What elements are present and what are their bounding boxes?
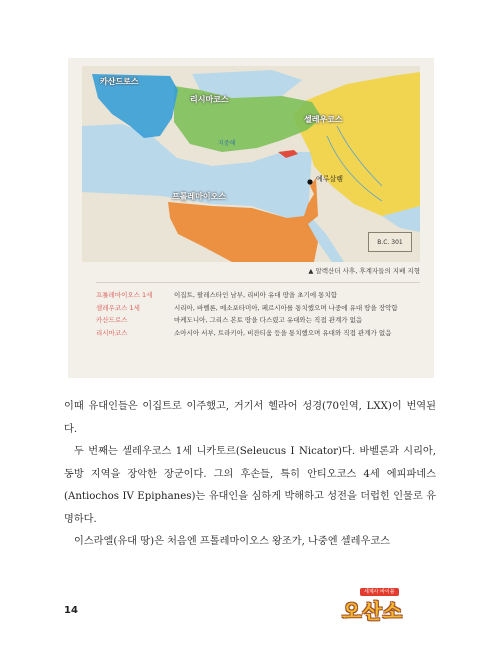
legend-desc: 시리아, 바벨론, 메소포타미아, 페르시아를 통치했으며 나중에 유대 땅을 장악함 (174, 303, 398, 312)
legend-name: 카산드로스 (96, 316, 128, 324)
logo-tagline: 세계사 바이블 (360, 588, 399, 596)
ruler-legend (96, 290, 416, 340)
label-seleucus: 셀레우코스 (304, 115, 343, 124)
label-jerusalem: 예루살렘 (316, 175, 344, 183)
body-text (64, 396, 436, 554)
legend-desc: 이집트, 팔레스타인 남부, 리비아 유대 땅을 초기에 통치함 (174, 291, 338, 299)
legend-name: 프톨레마이오스 1세 (96, 291, 153, 299)
legend-desc: 마케도니아, 그리스 본토 땅을 다스렸고 유대와는 직접 관계가 없음 (174, 316, 363, 324)
page-number: 14 (64, 605, 78, 616)
jerusalem-marker (307, 179, 312, 184)
label-cassander: 카산드로스 (100, 77, 139, 86)
label-ptolemy: 프톨레마이오스 (172, 192, 227, 201)
body-paragraph-3: 이스라엘(유대 땅)은 처음엔 프톨레마이오스 왕조가, 나중엔 셀레우코스 (74, 536, 391, 547)
legend-row (96, 290, 416, 301)
logo-title: 오산소 (342, 599, 403, 623)
body-paragraph-1: 이때 유대인들은 이집트로 이주했고, 거기서 헬라어 성경(70인역, LXX)이 번역된다. (64, 401, 436, 435)
legend-row (96, 315, 416, 326)
legend-name: 셀레우코스 1세 (96, 303, 140, 312)
caption-divider (96, 282, 420, 283)
date-stamp: B.C. 301 (368, 232, 412, 252)
label-lysimachus: 리시마코스 (190, 95, 229, 104)
map-caption: ▲ 알렉산더 사후, 후계자들의 지배 지형 (308, 267, 420, 275)
body-paragraph-2: 두 번째는 셀레우코스 1세 니카토르(Seleucus I Nicator)다. 바벨론과 시리아, 동방 지역을 장악한 장군이다. 그의 후손들, 특히 안티오코스 4세 에피파네스(Antiochos IV Epiphanes)는 유대인을 심하게 박해하고 성전을 더럽힌 인물로 유명하다. (64, 446, 436, 525)
map-figure (68, 58, 434, 378)
legend-row (96, 303, 416, 314)
book-logo (342, 588, 434, 622)
successor-kingdoms-map (82, 66, 420, 262)
legend-desc: 소아시아 서부, 트라키아, 비잔티움 등을 통치했으며 유대와 직접 관계가 없음 (174, 328, 392, 337)
legend-row (96, 328, 416, 339)
legend-name: 리시마코스 (96, 328, 128, 337)
label-sea: 지중해 (218, 140, 236, 147)
